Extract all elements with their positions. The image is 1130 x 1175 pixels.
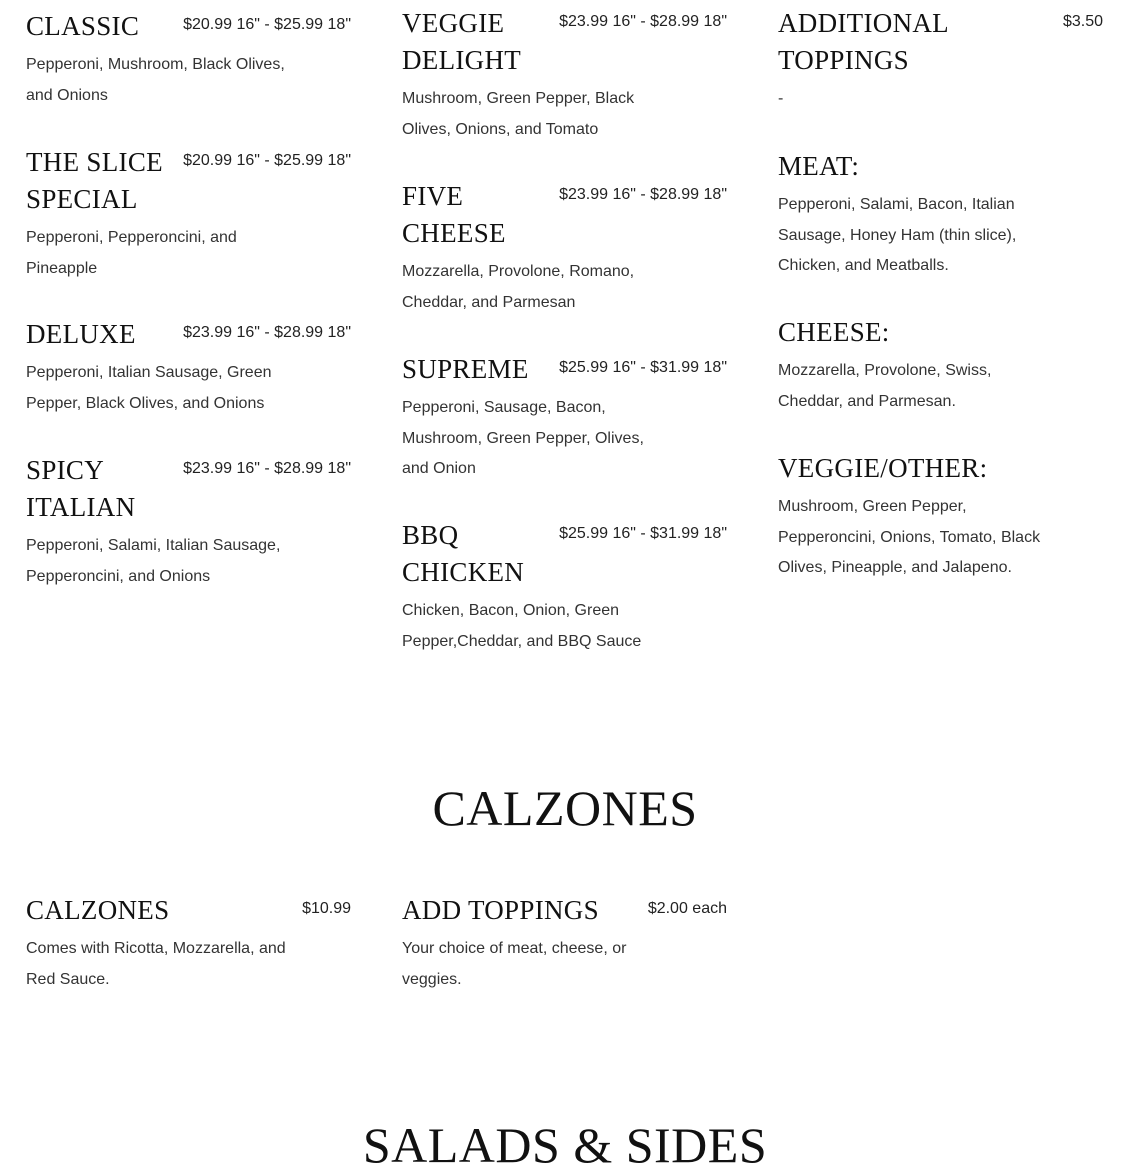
item-price: $25.99 16" - $31.99 18" — [559, 525, 727, 542]
item-description: - — [778, 90, 784, 107]
menu-item-bbq-chicken — [402, 517, 727, 657]
item-name: THE SLICE SPECIAL — [26, 147, 163, 214]
menu-item-classic — [26, 8, 351, 111]
section-title-calzones: CALZONES — [432, 780, 698, 836]
item-description: Pepperoni, Italian Sausage, Green Pepper, Black Olives, and Onions — [26, 364, 272, 412]
item-price: $23.99 16" - $28.99 18" — [559, 13, 727, 30]
item-price: $10.99 — [302, 900, 351, 917]
toppings-veggie-other — [778, 450, 1103, 584]
menu-item-calzones — [26, 892, 351, 995]
item-price: $23.99 16" - $28.99 18" — [559, 186, 727, 203]
item-description: Pepperoni, Pepperoncini, and Pineapple — [26, 229, 237, 277]
toppings-meat — [778, 148, 1103, 282]
item-description: Mozzarella, Provolone, Romano, Cheddar, and Parmesan — [402, 263, 635, 311]
item-name: FIVE CHEESE — [402, 181, 506, 248]
menu-item-veggie-delight — [402, 5, 727, 145]
item-name: VEGGIE DELIGHT — [402, 8, 522, 75]
item-price: $23.99 16" - $28.99 18" — [183, 324, 351, 341]
item-name: ADDITIONAL TOPPINGS — [778, 8, 948, 75]
item-description: Pepperoni, Mushroom, Black Olives, and Onions — [26, 56, 285, 104]
menu-item-deluxe — [26, 316, 351, 419]
item-name: CALZONES — [26, 895, 170, 925]
item-description: Comes with Ricotta, Mozzarella, and Red Sauce. — [26, 940, 286, 988]
item-name: SPICY ITALIAN — [26, 455, 136, 522]
item-price: $3.50 — [1062, 13, 1103, 30]
item-name: CLASSIC — [26, 11, 140, 41]
item-description: Mushroom, Green Pepper, Pepperoncini, Onions, Tomato, Black Olives, Pineapple, and Jalapeno. — [778, 498, 1041, 576]
item-description: Chicken, Bacon, Onion, Green Pepper,Cheddar, and BBQ Sauce — [402, 602, 642, 650]
item-description: Mozzarella, Provolone, Swiss, Cheddar, and Parmesan. — [778, 362, 992, 410]
item-price: $20.99 16" - $25.99 18" — [183, 152, 351, 169]
item-description: Pepperoni, Sausage, Bacon, Mushroom, Green Pepper, Olives, and Onion — [402, 399, 644, 477]
section-title-salads-sides: SALADS & SIDES — [362, 1117, 768, 1173]
item-name: MEAT: — [778, 151, 860, 181]
item-price: $25.99 16" - $31.99 18" — [559, 359, 727, 376]
item-description: Pepperoni, Salami, Italian Sausage, Pepperoncini, and Onions — [26, 537, 281, 585]
item-price: $23.99 16" - $28.99 18" — [183, 460, 351, 477]
menu-item-add-toppings — [402, 892, 727, 995]
item-description: Your choice of meat, cheese, or veggies. — [402, 940, 627, 988]
menu-item-the-slice-special — [26, 144, 351, 284]
item-name: ADD TOPPINGS — [402, 895, 599, 925]
toppings-cheese — [778, 314, 1103, 417]
item-price: $20.99 16" - $25.99 18" — [183, 16, 351, 33]
item-price: $2.00 each — [647, 900, 727, 917]
item-description: Pepperoni, Salami, Bacon, Italian Sausage, Honey Ham (thin slice), Chicken, and Meatballs. — [778, 196, 1017, 274]
menu-item-spicy-italian — [26, 452, 351, 592]
item-name: BBQ CHICKEN — [402, 520, 525, 587]
item-description: Mushroom, Green Pepper, Black Olives, Onions, and Tomato — [402, 90, 635, 138]
menu-item-supreme — [402, 351, 727, 485]
item-name: SUPREME — [402, 354, 529, 384]
menu-item-five-cheese — [402, 178, 727, 318]
item-name: CHEESE: — [778, 317, 890, 347]
menu-item-additional-toppings — [778, 5, 1103, 115]
item-name: VEGGIE/OTHER: — [778, 453, 988, 483]
item-name: DELUXE — [26, 319, 136, 349]
